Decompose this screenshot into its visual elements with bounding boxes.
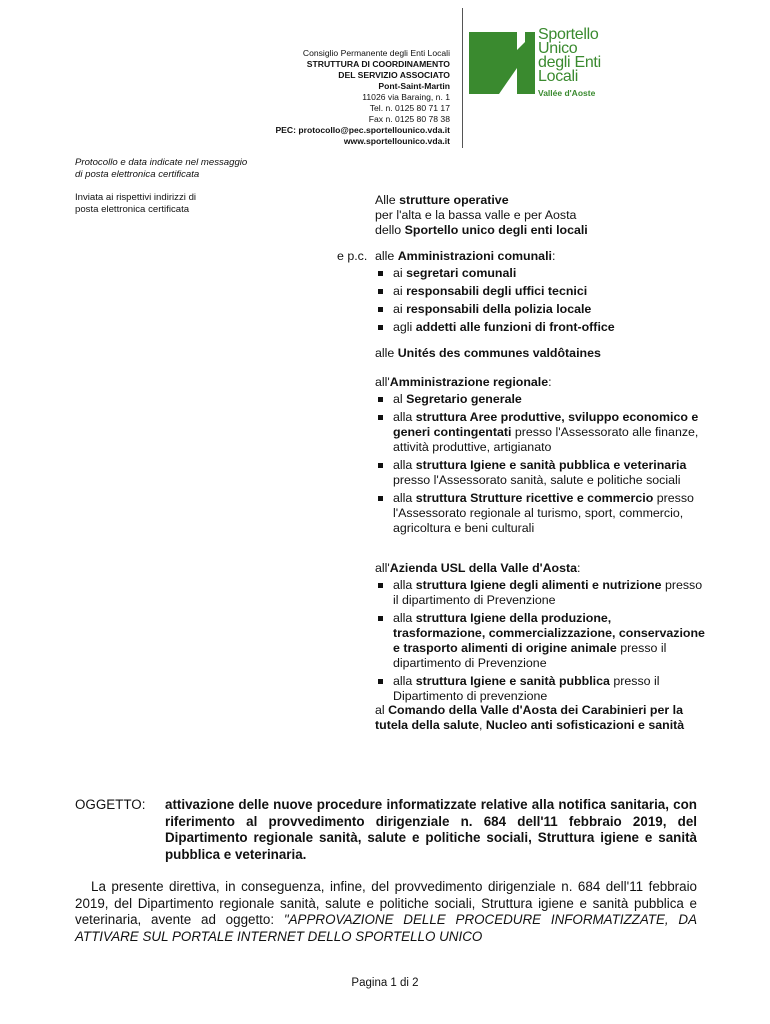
sender-line: Consiglio Permanente degli Enti Locali xyxy=(302,48,450,58)
text-run: Sportello unico degli enti locali xyxy=(404,223,588,237)
text-run: ai xyxy=(393,302,407,316)
text-run: struttura Aree produttive, sviluppo economico e generi contingentati xyxy=(393,410,699,439)
comuni-heading xyxy=(375,249,705,264)
text-run: alla xyxy=(393,458,416,472)
list-item xyxy=(375,320,705,335)
subject-text: attivazione delle nuove procedure informatizzate relative alla notifica sanitaria, con riferimento al provvedimento dirigenziale n. 684 dell'11 febbraio 2019, del Dipartimento regionale sanità, salute e politiche sociali, Struttura igiene e sanità pubblica e veterinaria. xyxy=(165,797,697,862)
list-item xyxy=(375,674,705,704)
sender-line: STRUTTURA DI COORDINAMENTO xyxy=(306,59,450,69)
usl-heading xyxy=(375,561,705,576)
logo-line: degli Enti xyxy=(538,54,601,71)
text-run: struttura Strutture ricettive e commercio xyxy=(415,491,654,505)
body-paragraph xyxy=(75,879,697,945)
list-item xyxy=(375,578,705,608)
protocol-note xyxy=(75,157,275,181)
text-run: presso il dipartimento di Prevenzione xyxy=(393,641,667,670)
text-run: Unités des communes valdôtaines xyxy=(397,346,601,360)
usl-list xyxy=(375,578,705,704)
text-run: ai xyxy=(393,284,407,298)
text-run: : xyxy=(548,375,552,389)
text-run: alla xyxy=(393,410,416,424)
text-run: alla xyxy=(393,674,416,688)
text-run: : xyxy=(551,249,556,263)
text-run: struttura Igiene e sanità pubblica e veterinaria xyxy=(415,458,687,472)
text-run: Nucleo anti sofisticazioni e sanità xyxy=(485,718,685,732)
page-number: Pagina 1 di 2 xyxy=(351,977,419,989)
text-run: Azienda USL della Valle d'Aosta xyxy=(389,561,578,575)
text-run: all' xyxy=(375,375,390,389)
body-text: La presente direttiva, in conseguenza, infine, del provvedimento dirigenziale n. 684 dell'11 febbraio 2019, del Dipartimento regionale sanità, salute e politiche sociali, Struttura igiene e sanità pubblica e veterinaria, avente ad oggetto: xyxy=(75,879,697,927)
addressee-block-regione xyxy=(375,375,705,539)
text-run: strutture operative xyxy=(399,193,509,207)
addressee-block-comuni xyxy=(375,249,705,338)
addressee-block-usl xyxy=(375,561,705,707)
sent-note xyxy=(75,192,275,216)
list-item xyxy=(375,410,705,455)
sender-line: Pont-Saint-Martin xyxy=(378,81,450,91)
text-run: per l'alta e la bassa valle e per Aosta xyxy=(375,208,577,222)
logo-line: Locali xyxy=(538,68,579,85)
text-run: agli xyxy=(393,320,416,334)
logo-line: Unico xyxy=(538,40,578,57)
sender-line: 11026 via Baraing, n. 1 xyxy=(362,92,450,102)
text-run: Alle xyxy=(375,193,400,207)
text-run: all' xyxy=(375,561,390,575)
comuni-list xyxy=(375,266,705,335)
addressee-line xyxy=(375,208,705,223)
subject-label: OGGETTO: xyxy=(75,797,146,812)
text-run: alle xyxy=(375,346,398,360)
sender-line: www.sportellounico.vda.it xyxy=(343,136,450,146)
sent-note-line: posta elettronica certificata xyxy=(75,204,190,215)
sender-block xyxy=(190,48,450,147)
logo-text xyxy=(538,28,628,84)
regione-list xyxy=(375,392,705,536)
text-run: alla xyxy=(393,491,416,505)
list-item xyxy=(375,458,705,488)
addressee-carabinieri xyxy=(375,703,705,733)
text-run: ai xyxy=(393,266,407,280)
text-run: alle xyxy=(375,249,398,263)
text-run: presso l'Assessorato regionale al turismo, sport, commercio, agricoltura e beni culturali xyxy=(393,491,694,535)
header-divider xyxy=(462,8,463,148)
protocol-note-line: Protocollo e data indicate nel messaggio xyxy=(75,157,248,168)
text-run: alla xyxy=(393,578,416,592)
text-run: presso il dipartimento di Prevenzione xyxy=(393,578,703,607)
sent-note-line: Inviata ai rispettivi indirizzi di xyxy=(75,192,197,203)
text-run: dello xyxy=(375,223,405,237)
addressee-line xyxy=(375,193,705,208)
text-run: presso l'Assessorato sanità, salute e politiche sociali xyxy=(393,473,681,487)
text-run: responsabili della polizia locale xyxy=(406,302,592,316)
logo-line: Sportello xyxy=(538,26,599,43)
text-run: alla xyxy=(393,611,416,625)
regione-heading xyxy=(375,375,705,390)
text-run: , xyxy=(478,718,486,732)
text-run: segretari comunali xyxy=(406,266,517,280)
text-run: responsabili degli uffici tecnici xyxy=(406,284,588,298)
body-quoted-title: "APPROVAZIONE DELLE PROCEDURE INFORMATIZZATE, DA ATTIVARE SUL PORTALE INTERNET DELLO SPORTELLO UNICO xyxy=(75,912,698,944)
list-item xyxy=(375,284,705,299)
sender-line: PEC: protocollo@pec.sportellounico.vda.it xyxy=(275,125,450,135)
list-item xyxy=(375,392,705,407)
text-run: presso il Dipartimento di prevenzione xyxy=(393,674,660,703)
addressee-line xyxy=(375,223,705,238)
text-run: Segretario generale xyxy=(406,392,522,406)
text-run: struttura Igiene della produzione, trasformazione, commercializzazione, conservazione e trasporto alimenti di origine animale xyxy=(393,611,705,655)
list-item xyxy=(375,266,705,281)
addressee-unites xyxy=(375,346,705,361)
text-run: struttura Igiene e sanità pubblica xyxy=(415,674,610,688)
text-run: presso l'Assessorato alle finanze, attività produttive, artigianato xyxy=(393,425,699,454)
list-item xyxy=(375,302,705,317)
list-item xyxy=(375,611,705,671)
sender-line: Fax n. 0125 80 78 38 xyxy=(368,114,450,124)
text-run: : xyxy=(577,561,581,575)
sender-line: DEL SERVIZIO ASSOCIATO xyxy=(338,70,450,80)
logo-subtitle: Vallée d'Aoste xyxy=(538,88,596,98)
text-run: Amministrazioni comunali xyxy=(397,249,552,263)
text-run: al xyxy=(375,703,389,717)
sender-line: Tel. n. 0125 80 71 17 xyxy=(369,103,450,113)
list-item xyxy=(375,491,705,536)
addressee-block-strutture xyxy=(375,193,705,238)
text-run: addetti alle funzioni di front-office xyxy=(415,320,615,334)
pc-label: e p.c. xyxy=(337,249,368,263)
text-run: Comando della Valle d'Aosta dei Carabinieri per la tutela della salute xyxy=(375,703,683,732)
text-run: struttura Igiene degli alimenti e nutrizione xyxy=(415,578,662,592)
text-run: al xyxy=(393,392,407,406)
text-run: Amministrazione regionale xyxy=(389,375,549,389)
protocol-note-line: di posta elettronica certificata xyxy=(75,169,200,180)
